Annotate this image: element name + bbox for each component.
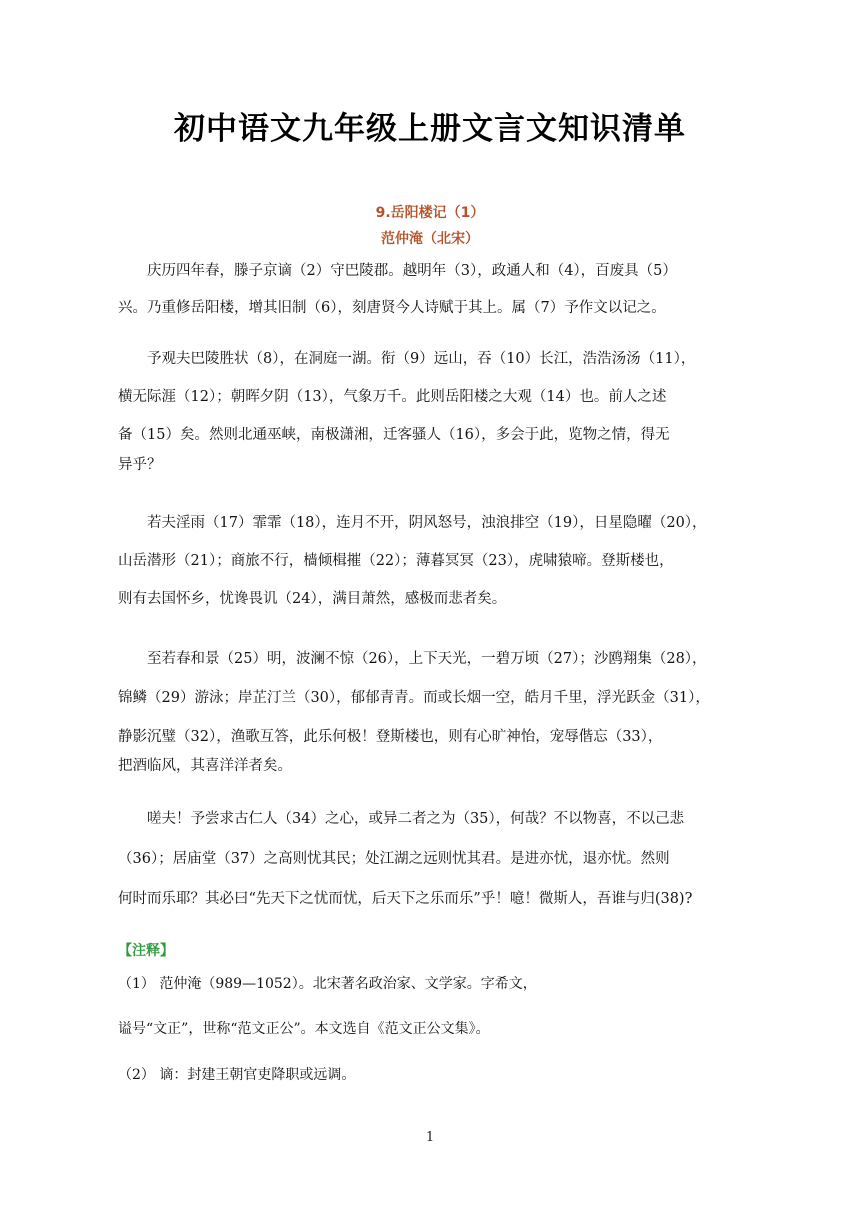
paragraph-5 xyxy=(118,809,742,909)
page-title: 初中语文九年级上册文言文知识清单 xyxy=(174,111,686,147)
paragraph-line: 把酒临风，其喜洋洋者矣。 xyxy=(118,758,292,774)
paragraph-4 xyxy=(118,649,742,776)
paragraph-line: 山岳潜形（21）；商旅不行，樯倾楫摧（22）；薄暮冥冥（23），虎啸猿啼。登斯楼也， xyxy=(118,553,674,569)
paragraph-line: 庆历四年春，滕子京谪（2）守巴陵郡。越明年（3），政通人和（4），百废具（5） xyxy=(118,263,677,279)
paragraph-line: 至若春和景（25）明，波澜不惊（26），上下天光，一碧万顷（27）；沙鸥翔集（28）， xyxy=(118,651,707,667)
paragraph-line: 备（15）矣。然则北通巫峡，南极潇湘，迁客骚人（16），多会于此，览物之情，得无 xyxy=(118,427,670,443)
paragraph-line: 予观夫巴陵胜状（8），在洞庭一湖。衔（9）远山，吞（10）长江，浩浩汤汤（11）， xyxy=(118,351,696,367)
paragraph-line: 若夫淫雨（17）霏霏（18），连月不开，阴风怒号，浊浪排空（19），日星隐曜（20）， xyxy=(118,515,707,531)
paragraph-3 xyxy=(118,513,742,609)
paragraph-line: 嗟夫！予尝求古仁人（34）之心，或异二者之为（35），何哉？不以物喜，不以己悲 xyxy=(118,811,685,827)
paragraph-2 xyxy=(118,349,742,475)
paragraph-line: 横无际涯（12）；朝晖夕阴（13），气象万千。此则岳阳楼之大观（14）也。前人之述 xyxy=(118,389,667,405)
author-line: 范仲淹（北宋） xyxy=(381,231,479,247)
paragraph-line: 异乎？ xyxy=(118,457,162,473)
paragraph-line: 兴。乃重修岳阳楼，增其旧制（6），刻唐贤今人诗赋于其上。属（7）予作文以记之。 xyxy=(118,300,666,316)
section-title: 9.岳阳楼记（1） xyxy=(375,205,485,221)
paragraph-line: 锦鳞（29）游泳；岸芷汀兰（30），郁郁青青。而或长烟一空，皓月千里，浮光跃金（31）， xyxy=(118,690,710,706)
paragraph-line: 则有去国怀乡，忧谗畏讥（24），满目萧然，感极而悲者矣。 xyxy=(118,591,507,607)
paragraph-line: 何时而乐耶？其必曰“先天下之忧而忧，后天下之乐而乐”乎！噫！微斯人，吾谁与归(38)? xyxy=(118,891,693,907)
paragraph-line: 静影沉璧（32），渔歌互答，此乐何极！登斯楼也，则有心旷神怡，宠辱偕忘（33）， xyxy=(118,729,663,745)
notes-heading: 【注释】 xyxy=(118,943,174,959)
page-number: 1 xyxy=(425,1130,435,1145)
note-item: （2） 谪：封建王朝官吏降职或远调。 xyxy=(118,1067,356,1083)
note-item: 谥号“文正”，世称“范文正公”。本文选自《范文正公文集》。 xyxy=(118,1021,490,1037)
paragraph-line: （36）；居庙堂（37）之高则忧其民；处江湖之远则忧其君。是进亦忧，退亦忧。然则 xyxy=(118,851,670,867)
note-item: （1） 范仲淹（989—1052）。北宋著名政治家、文学家。字希文， xyxy=(118,976,537,992)
paragraph-1 xyxy=(118,261,742,318)
